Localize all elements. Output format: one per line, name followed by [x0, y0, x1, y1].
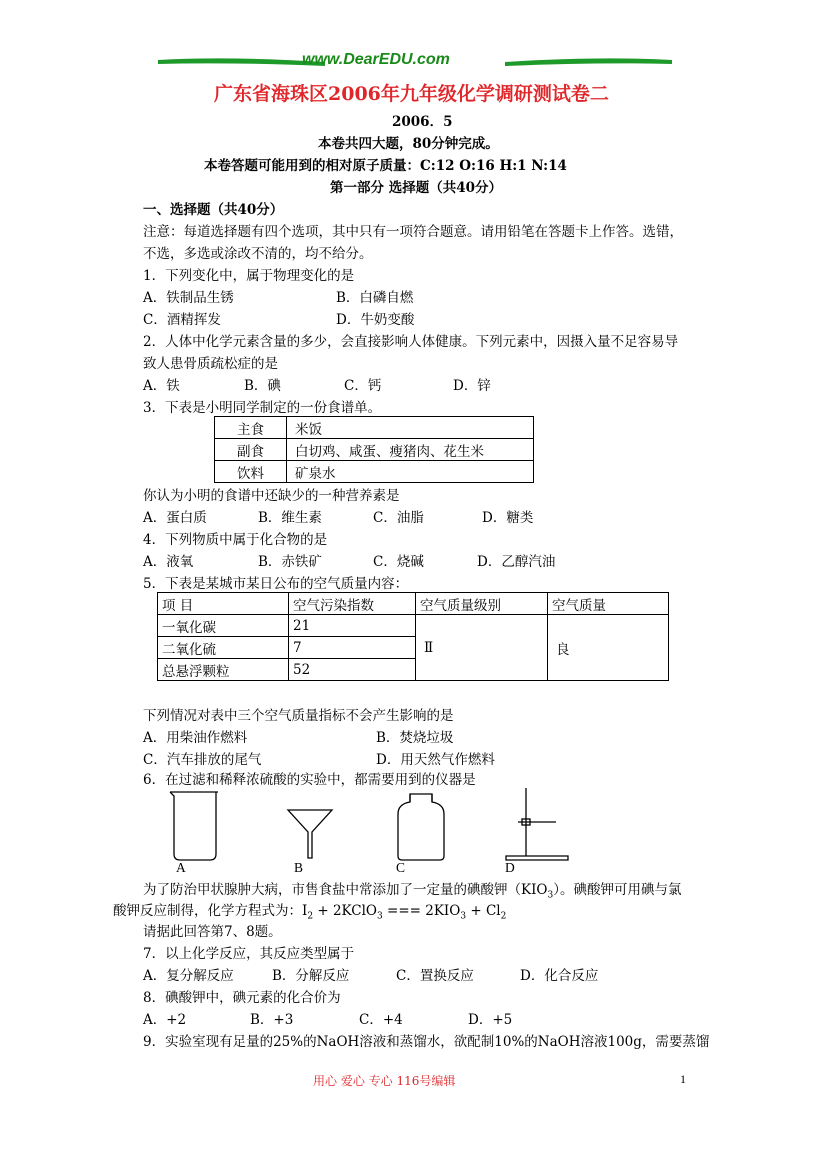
question-stem: 3．下表是小明同学制定的一份食谱单。	[143, 400, 382, 416]
air-quality-table	[157, 592, 669, 681]
passage-instruction: 请据此回答第7、8题。	[143, 924, 282, 940]
exam-intro: 本卷共四大题，80分钟完成。	[318, 136, 499, 152]
option-c: C．酒精挥发	[143, 312, 221, 328]
option-d: D．用天然气作燃料	[376, 752, 495, 768]
footer-text: 用心 爱心 专心 116号编辑	[313, 1074, 456, 1088]
question-prompt: 你认为小明的食谱中还缺少的一种营养素是	[143, 488, 400, 504]
option-b: B．+3	[250, 1012, 294, 1028]
question-stem-cont: 致人患骨质疏松症的是	[143, 356, 278, 372]
apparatus-label-a: A	[176, 860, 186, 875]
section-note-cont: 不选，多选或涂改不清的，均不给分。	[143, 246, 373, 262]
page-number: 1	[680, 1072, 686, 1086]
reagent-bottle-icon	[398, 794, 444, 860]
option-d: D．+5	[468, 1012, 513, 1028]
apparatus-label-b: B	[294, 860, 304, 875]
table-cell: 二氧化硫	[158, 637, 289, 659]
section-heading: 一、选择题（共40分）	[143, 202, 284, 218]
option-b: B．分解反应	[272, 968, 350, 984]
question-stem: 8．碘酸钾中，碘元素的化合价为	[143, 990, 341, 1006]
apparatus-figures	[160, 788, 580, 866]
table-header-row	[158, 593, 669, 615]
part-heading: 第一部分 选择题（共40分）	[330, 180, 502, 196]
option-c: C．烧碱	[373, 554, 424, 570]
column-header: 空气质量级别	[416, 593, 548, 615]
table-cell: 一氧化碳	[158, 615, 289, 637]
question-9-stem: 9．实验室现有足量的25%的NaOH溶液和蒸馏水，欲配制10%的NaOH溶液100g，需要蒸馏	[143, 1034, 710, 1050]
table-cell-quality: 良	[548, 615, 669, 681]
option-b: B．碘	[244, 378, 281, 394]
column-header: 空气污染指数	[289, 593, 416, 615]
option-b: B．维生素	[258, 510, 322, 526]
menu-table	[214, 416, 534, 483]
option-d: D．化合反应	[520, 968, 599, 984]
apparatus-label-c: C	[396, 860, 406, 875]
question-stem: 6．在过滤和稀释浓硫酸的实验中，都需要用到的仪器是	[143, 772, 476, 788]
option-b: B．赤铁矿	[258, 554, 322, 570]
table-cell: 21	[289, 615, 416, 637]
option-c: C．油脂	[373, 510, 424, 526]
table-row	[215, 417, 534, 439]
question-stem: 2．人体中化学元素含量的多少，会直接影响人体健康。下列元素中，因摄入量不足容易导	[143, 334, 679, 350]
option-c: C．+4	[359, 1012, 403, 1028]
table-cell-level: Ⅱ	[416, 615, 548, 681]
table-row	[215, 439, 534, 461]
option-b: B．白磷自燃	[336, 290, 414, 306]
iron-stand-icon	[506, 788, 568, 860]
apparatus-label-d: D	[505, 860, 515, 875]
option-a: A．用柴油作燃料	[143, 730, 248, 746]
table-cell: 副食	[215, 439, 287, 461]
table-cell: 52	[289, 659, 416, 681]
funnel-icon	[288, 810, 332, 858]
question-stem: 1．下列变化中，属于物理变化的是	[143, 268, 355, 284]
option-a: A．蛋白质	[143, 510, 207, 526]
option-a: A．铁	[143, 378, 180, 394]
option-a: A．铁制品生锈	[143, 290, 234, 306]
option-a: A．复分解反应	[143, 968, 234, 984]
table-cell: 7	[289, 637, 416, 659]
column-header: 项 目	[158, 593, 289, 615]
passage-line: 为了防治甲状腺肿大病，市售食盐中常添加了一定量的碘酸钾$(KIO_3)$。碘酸钾可用碘与氯	[143, 882, 682, 901]
question-stem: 5．下表是某城市某日公布的空气质量内容：	[143, 576, 409, 592]
question-prompt: 下列情况对表中三个空气质量指标不会产生影响的是	[143, 708, 454, 724]
table-cell: 矿泉水	[287, 461, 534, 483]
table-cell: 饮料	[215, 461, 287, 483]
site-url: www.DearEDU.com	[302, 51, 450, 68]
option-d: D．糖类	[482, 510, 534, 526]
table-cell: 主食	[215, 417, 287, 439]
exam-date: 2006．5	[392, 114, 453, 130]
option-c: C．钙	[344, 378, 382, 394]
option-c: C．汽车排放的尾气	[143, 752, 262, 768]
section-note: 注意：每道选择题有四个选项，其中只有一项符合题意。请用铅笔在答题卡上作答。选错，	[143, 224, 683, 240]
option-b: B．焚烧垃圾	[376, 730, 454, 746]
table-cell: 白切鸡、咸蛋、瘦猪肉、花生米	[287, 439, 534, 461]
table-cell: 总悬浮颗粒	[158, 659, 289, 681]
option-a: A．液氧	[143, 554, 194, 570]
question-stem: 7．以上化学反应，其反应类型属于	[143, 946, 355, 962]
table-cell: 米饭	[287, 417, 534, 439]
option-d: D．乙醇汽油	[477, 554, 556, 570]
option-a: A．+2	[143, 1012, 187, 1028]
beaker-icon	[170, 792, 218, 860]
table-row	[215, 461, 534, 483]
page-title: 广东省海珠区2006年九年级化学调研测试卷二	[214, 83, 609, 105]
table-row	[158, 615, 669, 637]
atomic-masses: 本卷答题可能用到的相对原子质量：C:12 O:16 H:1 N:14	[204, 158, 567, 174]
option-d: D．锌	[453, 378, 491, 394]
option-d: D．牛奶变酸	[336, 312, 415, 328]
column-header: 空气质量	[548, 593, 669, 615]
question-stem: 4．下列物质中属于化合物的是	[143, 532, 328, 548]
chemical-equation: 酸钾反应制得，化学方程式为：$I_2$ + 2KClO$_3$ === $2KIO_3 + Cl_2$	[113, 903, 507, 922]
option-c: C．置换反应	[396, 968, 474, 984]
